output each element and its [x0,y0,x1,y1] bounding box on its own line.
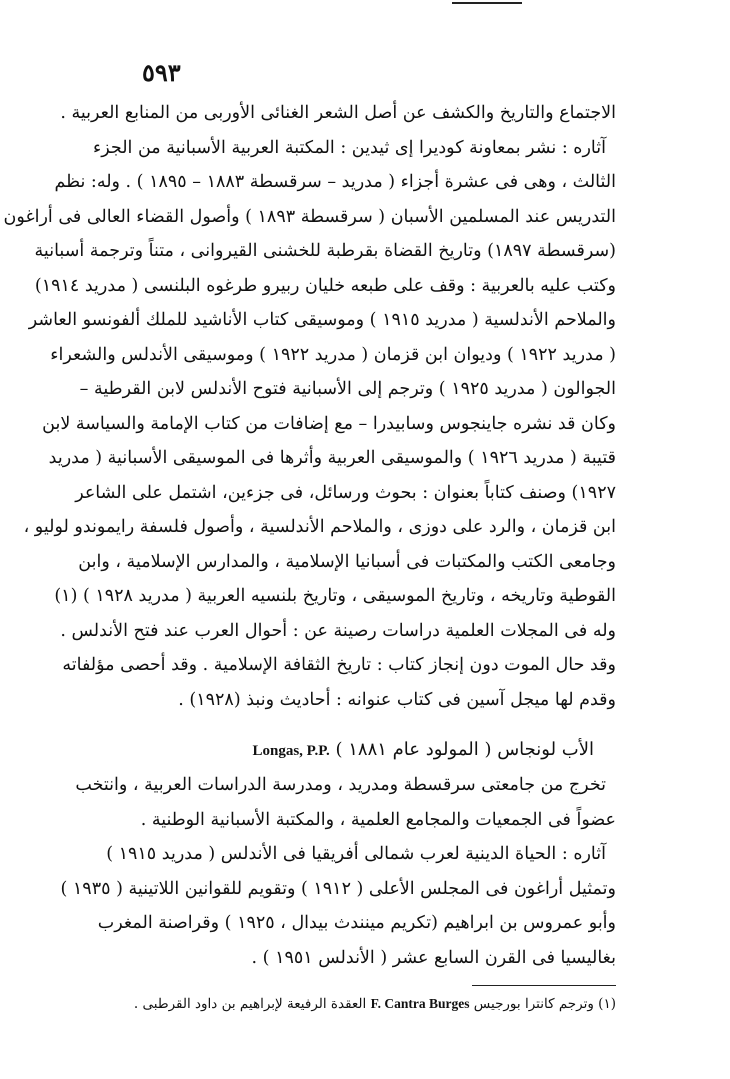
text-line: وجامعى الكتب والمكتبات فى أسبانيا الإسلامية ، والمدارس الإسلامية ، وابن [78,551,616,572]
text-line: وتمثيل أراغون فى المجلس الأعلى ( ١٩١٢ ) وتقويم للقوانين اللاتينية ( ١٩٣٥ ) [60,878,616,899]
text-line: ( مدريد ١٩٢٢ ) وديوان ابن قزمان ( مدريد ١٩٢٢ ) وموسيقى الأندلس والشعراء [50,344,616,365]
text-line: بغاليسيا فى القرن السابع عشر ( الأندلس ١٩٥١ ) . [251,947,616,968]
section-1-text [3,96,616,717]
text-line: القوطية وتاريخه ، وتاريخ الموسيقى ، وتاريخ بلنسيه العربية ( مدريد ١٩٢٨ ) (١) [54,586,616,606]
text-line: الاجتماع والتاريخ والكشف عن أصل الشعر الغنائى الأوربى من المنابع العربية . [60,103,616,123]
entry-heading-latin: Longas, P.P. [252,743,330,759]
text-line: وكتب عليه بالعربية : وقف على طبعه خليان ربيرو طرغوه البلنسى ( مدريد ١٩١٤) [34,275,616,296]
footnote [133,996,616,1012]
footnote-latin: F. Cantra Burges [370,996,470,1011]
footnote-text-after: العقدة الرفيعة لإبراهيم بن داود القرطبى . [133,996,367,1012]
text-line: الثالث ، وهى فى عشرة أجزاء ( مدريد – سرقسطة ١٨٨٣ – ١٨٩٥ ) . وله: نظم [54,172,616,192]
text-line: (سرقسطة ١٨٩٧) وتاريخ القضاة بقرطبة للخشنى القيروانى ، متناً وترجمة أسبانية [34,241,616,261]
footnote-text-before: وترجم كانترا بورجيس [473,996,594,1012]
text-line: آثاره : الحياة الدينية لعرب شمالى أفريقيا فى الأندلس ( مدريد ١٩١٥ ) [106,844,606,864]
footnote-rule [472,985,616,986]
text-line: وقدم لها ميجل آسين فى كتاب عنوانه : أحاديث ونبذ (١٩٢٨) . [178,689,616,710]
text-line: وله فى المجلات العلمية دراسات رصينة عن : أحوال العرب عند فتح الأندلس . [60,620,616,641]
text-line: وأبو عمروس بن ابراهيم (تكريم مينندث بيدال ، ١٩٢٥ ) وقراصنة المغرب [97,913,616,933]
text-line: قتيبة ( مدريد ١٩٢٦ ) والموسيقى العربية وأثرها فى الموسيقى الأسبانية ( مدريد [48,448,616,468]
entry-heading [252,733,594,768]
text-line: وقد حال الموت دون إنجاز كتاب : تاريخ الثقافة الإسلامية . وقد أحصى مؤلفاته [62,655,616,675]
text-line: التدريس عند المسلمين الأسبان ( سرقسطة ١٨٩٣ ) وأصول القضاء العالى فى أراغون [3,206,616,227]
entry-heading-arabic: الأب لونجاس ( المولود عام ١٨٨١ ) [335,739,594,760]
text-line: آثاره : نشر بمعاونة كوديرا إى ثيدين : المكتبة العربية الأسبانية من الجزء [93,137,606,158]
footnote-marker: (١) [598,996,616,1012]
section-2-text [60,768,616,975]
text-line: والملاحم الأندلسية ( مدريد ١٩١٥ ) وموسيقى كتاب الأناشيد للملك ألفونسو العاشر [28,310,616,330]
top-rule [452,2,522,4]
text-line: تخرج من جامعتى سرقسطة ومدريد ، ومدرسة الدراسات العربية ، وانتخب [75,775,606,795]
page-number: ٥٩٣ [142,58,181,87]
text-line: وكان قد نشره جاينجوس وسابيدرا – مع إضافات من كتاب الإمامة والسياسة لابن [42,413,616,434]
text-line: عضواً فى الجمعيات والمجامع العلمية ، والمكتبة الأسبانية الوطنية . [140,809,616,830]
text-line: ١٩٢٧) وصنف كتاباً بعنوان : بحوث ورسائل، فى جزءين، اشتمل على الشاعر [75,482,616,503]
text-line: الجوالون ( مدريد ١٩٢٥ ) وترجم إلى الأسبانية فتوح الأندلس لابن القرطية – [79,379,616,399]
text-line: ابن قزمان ، والرد على دوزى ، والملاحم الأندلسية ، وأصول فلسفة رايموندو لوليو ، [23,517,616,537]
